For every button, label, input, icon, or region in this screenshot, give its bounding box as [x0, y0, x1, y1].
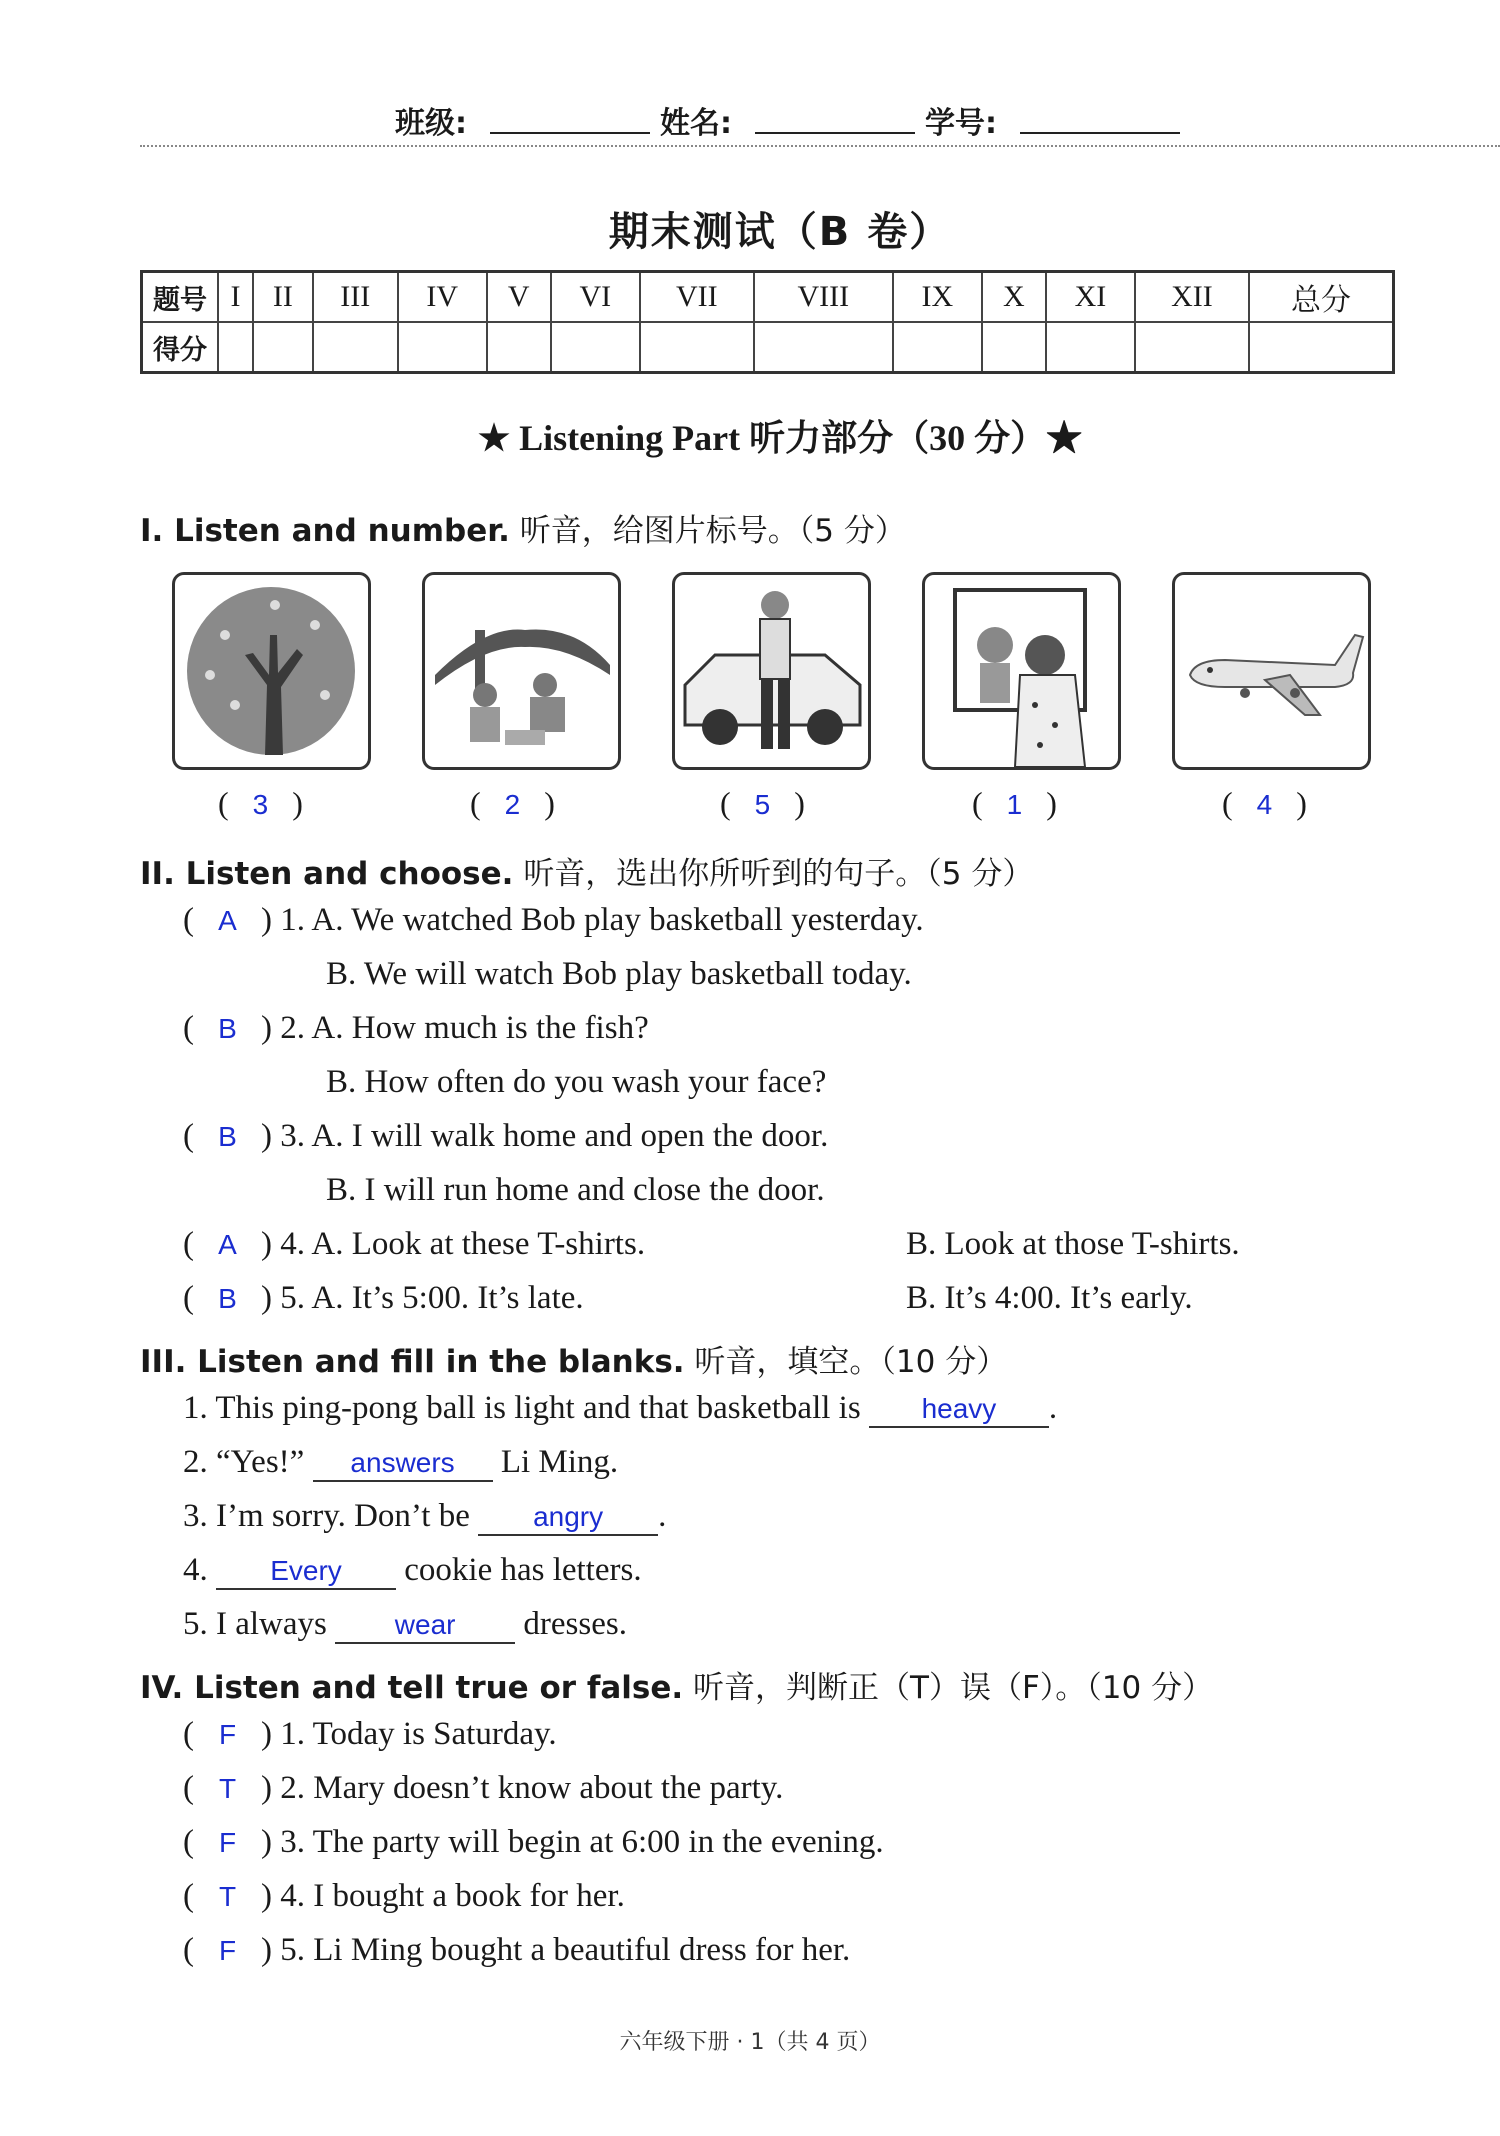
section4-title	[140, 1662, 1213, 1707]
police-car-icon	[675, 575, 868, 767]
answer-1: 3	[252, 789, 269, 820]
choice-option-b: B. It’s 4:00. It’s early.	[906, 1280, 1193, 1316]
choice-answer[interactable]: A	[218, 905, 237, 936]
fill-after: Li Ming.	[500, 1444, 619, 1480]
answer-2: 2	[504, 789, 521, 820]
fill-blank[interactable]	[478, 1498, 658, 1536]
score-cell[interactable]	[218, 322, 253, 373]
row-label: 题号	[142, 272, 219, 323]
tf-answer[interactable]: F	[218, 1935, 237, 1966]
tf-text: 4. I bought a book for her.	[280, 1878, 625, 1914]
col-header: VI	[551, 272, 640, 323]
picture-tree	[172, 572, 371, 770]
fill-before: 1. This ping-pong ball is light and that basketball is	[183, 1390, 861, 1426]
fill-answer: wear	[394, 1609, 456, 1640]
header-divider	[140, 145, 1500, 147]
col-header: V	[487, 272, 551, 323]
class-blank[interactable]	[490, 132, 650, 134]
section2-title-cn: 听音，选出你所听到的句子。（5 分）	[523, 856, 1034, 892]
score-cell[interactable]	[398, 322, 487, 373]
answer-3: 5	[754, 789, 771, 820]
choice-option-a: 5. A. It’s 5:00. It’s late.	[280, 1280, 584, 1316]
choice-item: ( B ) 5. A. It’s 5:00. It’s late.	[183, 1280, 584, 1316]
choice-item: ( B ) 3. A. I will walk home and open the door.	[183, 1118, 829, 1154]
mirror-people-icon	[925, 575, 1118, 767]
fill-before: 5. I always	[183, 1606, 327, 1642]
choice-item: ( B ) 2. A. How much is the fish?	[183, 1010, 649, 1046]
picture-police	[672, 572, 871, 770]
col-header: IX	[893, 272, 982, 323]
page-title: 期末测试（B 卷）	[608, 209, 952, 255]
tf-text: 2. Mary doesn’t know about the party.	[280, 1770, 784, 1806]
col-header: X	[982, 272, 1046, 323]
score-cell[interactable]	[982, 322, 1046, 373]
choice-option-b: B. We will watch Bob play basketball today.	[326, 956, 912, 992]
section4-title-en: IV. Listen and tell true or false.	[140, 1670, 684, 1706]
fill-blank[interactable]	[313, 1444, 493, 1482]
picture-picnic	[422, 572, 621, 770]
picnic-icon	[425, 575, 618, 767]
answer-5: 4	[1256, 789, 1273, 820]
score-cell[interactable]	[253, 322, 313, 373]
student-id-blank[interactable]	[1020, 132, 1180, 134]
fill-item	[183, 1498, 666, 1536]
page-footer: 六年级下册 · 1（共 4 页）	[619, 2030, 881, 2055]
tf-item: ( T ) 2. Mary doesn’t know about the party.	[183, 1770, 784, 1806]
airplane-icon	[1175, 575, 1368, 767]
fill-blank[interactable]	[335, 1606, 515, 1644]
choice-option-a: 2. A. How much is the fish?	[280, 1010, 649, 1046]
score-cell[interactable]	[1249, 322, 1394, 373]
fill-before: 4.	[183, 1552, 208, 1588]
fill-before: 3. I’m sorry. Don’t be	[183, 1498, 470, 1534]
choice-option-a: 3. A. I will walk home and open the door.	[280, 1118, 829, 1154]
picture-answer-slot[interactable]: ( 1 )	[972, 785, 1057, 821]
fill-answer: angry	[533, 1501, 604, 1532]
choice-item: ( A ) 4. A. Look at these T-shirts.	[183, 1226, 646, 1262]
tf-item: ( F ) 3. The party will begin at 6:00 in the evening.	[183, 1824, 884, 1860]
picture-answer-slot[interactable]: ( 3 )	[218, 785, 303, 821]
score-cell[interactable]	[551, 322, 640, 373]
section2-title	[140, 848, 1033, 893]
fill-item	[183, 1606, 627, 1644]
score-table	[140, 270, 1395, 374]
score-cell[interactable]	[893, 322, 982, 373]
section2-title-en: II. Listen and choose.	[140, 856, 514, 892]
score-cell[interactable]	[487, 322, 551, 373]
fill-blank[interactable]	[216, 1552, 396, 1590]
score-table-score-row	[142, 322, 1394, 373]
fill-before: 2. “Yes!”	[183, 1444, 305, 1480]
tf-text: 1. Today is Saturday.	[280, 1716, 557, 1752]
section1-title-en: I. Listen and number.	[140, 513, 510, 549]
choice-item: ( A ) 1. A. We watched Bob play basketball yesterday.	[183, 902, 924, 938]
fill-after: cookie has letters.	[404, 1552, 642, 1588]
choice-answer[interactable]: B	[218, 1013, 237, 1044]
tf-text: 3. The party will begin at 6:00 in the evening.	[280, 1824, 884, 1860]
listening-part-header: ★ Listening Part 听力部分（30 分）★	[477, 418, 1083, 458]
col-header: XII	[1135, 272, 1249, 323]
row-label: 得分	[142, 322, 219, 373]
tf-answer[interactable]: T	[218, 1773, 237, 1804]
col-header: XI	[1046, 272, 1135, 323]
fill-answer: heavy	[921, 1393, 997, 1424]
col-header: VII	[640, 272, 754, 323]
tf-item: ( F ) 1. Today is Saturday.	[183, 1716, 557, 1752]
choice-answer[interactable]: B	[218, 1121, 237, 1152]
score-table-header-row	[142, 272, 1394, 323]
picture-mirror	[922, 572, 1121, 770]
section1-title	[140, 505, 906, 550]
choice-option-a: 1. A. We watched Bob play basketball yesterday.	[280, 902, 924, 938]
col-header: I	[218, 272, 253, 323]
name-blank[interactable]	[755, 132, 915, 134]
col-header: III	[313, 272, 398, 323]
tree-icon	[175, 575, 368, 767]
section1-title-cn: 听音，给图片标号。（5 分）	[519, 513, 906, 549]
fill-after: .	[658, 1498, 667, 1534]
tf-item: ( F ) 5. Li Ming bought a beautiful dress for her.	[183, 1932, 851, 1968]
choice-answer[interactable]: A	[218, 1229, 237, 1260]
fill-after: dresses.	[523, 1606, 627, 1642]
choice-option-b: B. I will run home and close the door.	[326, 1172, 825, 1208]
picture-airplane	[1172, 572, 1371, 770]
class-label: 班级:	[395, 106, 467, 141]
section3-title	[140, 1336, 1007, 1381]
col-header: VIII	[754, 272, 893, 323]
tf-text: 5. Li Ming bought a beautiful dress for her.	[280, 1932, 851, 1968]
picture-answer-slot[interactable]: ( 2 )	[470, 785, 555, 821]
tf-answer[interactable]: T	[218, 1881, 237, 1912]
fill-item	[183, 1390, 1057, 1428]
section3-title-en: III. Listen and fill in the blanks.	[140, 1344, 685, 1380]
tf-answer[interactable]: F	[218, 1719, 237, 1750]
choice-answer[interactable]: B	[218, 1283, 237, 1314]
score-cell[interactable]	[313, 322, 398, 373]
choice-option-b: B. How often do you wash your face?	[326, 1064, 827, 1100]
tf-answer[interactable]: F	[218, 1827, 237, 1858]
fill-item	[183, 1552, 642, 1590]
fill-answer: answers	[350, 1447, 455, 1478]
fill-after: .	[1048, 1390, 1058, 1426]
score-cell[interactable]	[1135, 322, 1249, 373]
picture-answer-slot[interactable]: ( 5 )	[720, 785, 805, 821]
col-header: II	[253, 272, 313, 323]
student-id-label: 学号:	[925, 106, 997, 141]
score-cell[interactable]	[640, 322, 754, 373]
answer-4: 1	[1006, 789, 1023, 820]
choice-option-b: B. Look at those T-shirts.	[906, 1226, 1240, 1262]
choice-option-a: 4. A. Look at these T-shirts.	[280, 1226, 646, 1262]
section3-title-cn: 听音，填空。（10 分）	[694, 1344, 1008, 1380]
col-header: IV	[398, 272, 487, 323]
score-cell[interactable]	[754, 322, 893, 373]
col-header: 总分	[1249, 272, 1394, 323]
picture-answer-slot[interactable]: ( 4 )	[1222, 785, 1307, 821]
name-label: 姓名:	[660, 106, 732, 141]
section4-title-cn: 听音，判断正（T）误（F）。（10 分）	[693, 1670, 1214, 1706]
fill-item	[183, 1444, 618, 1482]
fill-answer: Every	[270, 1555, 342, 1586]
fill-blank[interactable]	[869, 1390, 1049, 1428]
tf-item: ( T ) 4. I bought a book for her.	[183, 1878, 625, 1914]
score-cell[interactable]	[1046, 322, 1135, 373]
